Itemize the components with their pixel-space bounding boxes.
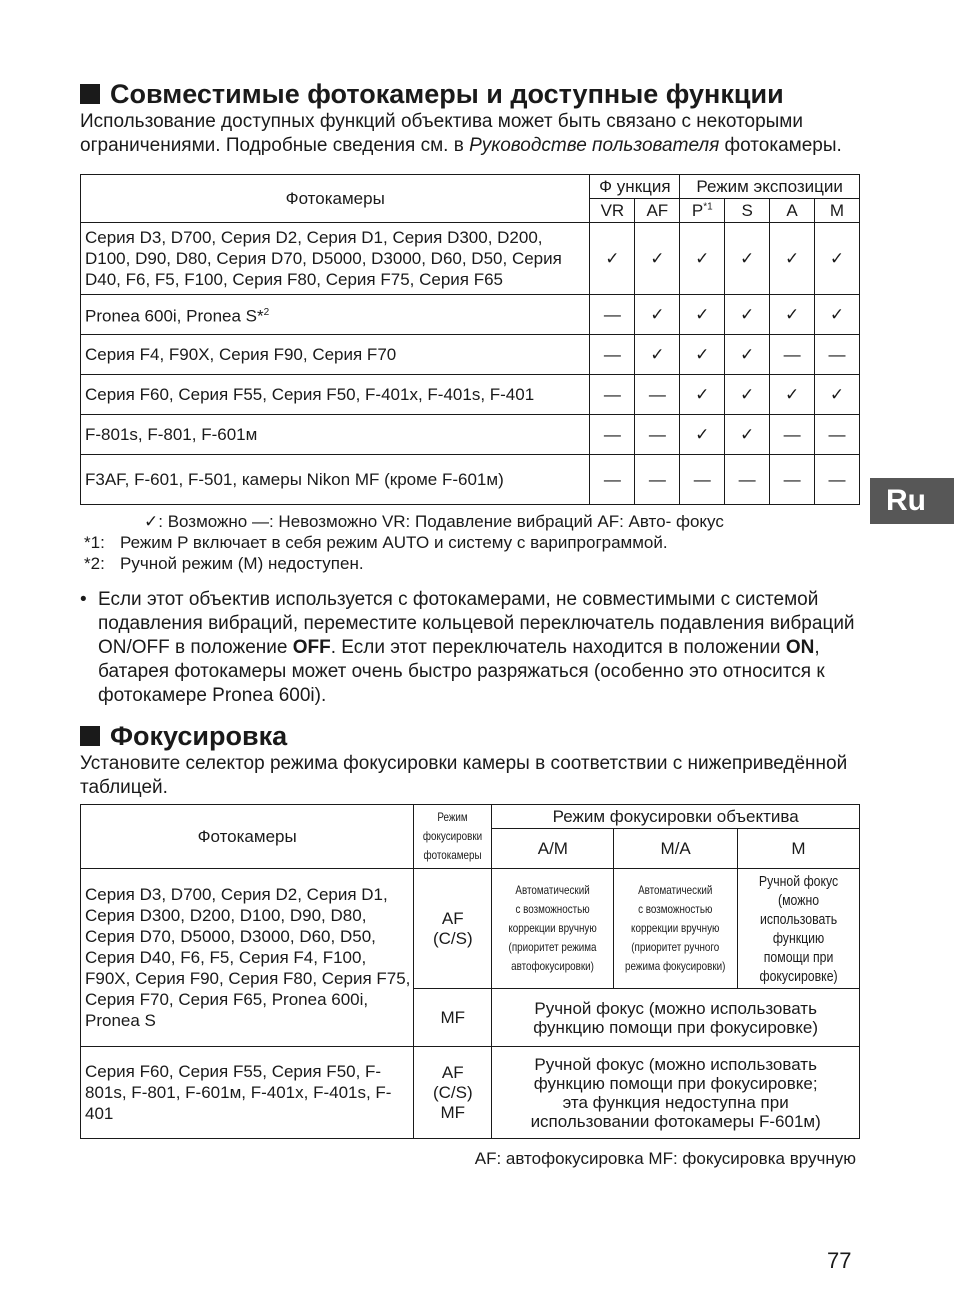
mark-cell: — <box>590 455 635 505</box>
camera-mode-cell: AF (C/S) <box>414 869 492 989</box>
bullet-text: Если этот объектив используется с фотокамерами, не совместимыми с системой подавления вибраций, переместите кольцевой переключатель подавления вибраций ON/OFF в положение OFF. Если этот переключатель находится в положении ON, батарея фотокамеры может очень быстро разряжаться (особенно это относится к фотокамере Pronea 600i). <box>98 589 855 706</box>
camera-focus-mode-header: Режим фокусировки фотокамеры <box>414 805 492 869</box>
col-s: S <box>725 199 770 223</box>
section2-intro: Установите селектор режима фокусировки камеры в соответствии с нижеприведённой таблицей. <box>80 753 848 798</box>
mark-cell: ✓ <box>635 295 680 335</box>
section-heading-compatible-cameras: Совместимые фотокамеры и доступные функции <box>80 78 860 110</box>
mark-cell: — <box>770 335 815 375</box>
mark-cell: ✓ <box>725 223 770 295</box>
col-p: $P^{*1}$ <box>680 199 725 223</box>
col-a: A <box>770 199 815 223</box>
mark-cell: — <box>815 335 860 375</box>
table-row <box>81 455 860 505</box>
mark-cell: ✓ <box>680 223 725 295</box>
camera-cell: F-801s, F-801, F-601м <box>81 415 590 455</box>
language-tab-ru: Ru <box>870 478 954 524</box>
mark-cell: ✓ <box>635 335 680 375</box>
legend-line: ✓: Возможно —: Невозможно VR: Подавление вибраций AF: Авто- фокус <box>144 512 724 531</box>
col-m: M <box>737 829 859 869</box>
camera-cell: Серия D3, D700, Серия D2, Серия D1, Серия D300, D200, D100, D90, D80, Серия D70, D5000, D3000, D60, D50, Серия D40, F6, F5, F100, Серия F80, Серия F75, Серия F65 <box>81 223 590 295</box>
function-header: Ф ункция <box>590 175 680 199</box>
footnote-1: *1: Режим P включает в себя режим AUTO и систему с варипрограммой. <box>84 533 668 552</box>
cameras-header: Фотокамеры <box>81 805 414 869</box>
col-m: M <box>815 199 860 223</box>
mark-cell: — <box>590 295 635 335</box>
mark-cell: — <box>635 415 680 455</box>
col-af: AF <box>635 199 680 223</box>
section-heading-focusing: Фокусировка <box>80 720 860 752</box>
mark-cell: ✓ <box>725 335 770 375</box>
mark-cell: ✓ <box>815 295 860 335</box>
camera-cell: Серия F60, Серия F55, Серия F50, F-801s, F-801, F-601м, F-401x, F-401s, F-401 <box>81 1047 414 1139</box>
page-content <box>80 78 860 1169</box>
mark-cell: ✓ <box>725 295 770 335</box>
mark-cell: — <box>725 455 770 505</box>
col-am: A/M <box>492 829 614 869</box>
mark-cell: ✓ <box>770 375 815 415</box>
mark-cell: — <box>590 415 635 455</box>
mark-cell: ✓ <box>590 223 635 295</box>
m-cell: Ручной фокус (можно использовать функцию помощи при фокусировке) <box>737 869 859 989</box>
camera-cell: Серия D3, D700, Серия D2, Серия D1, Серия D300, D200, D100, D90, D80, Серия D70, D5000, D3000, D60, D50, Серия D40, F6, F5, Серия F4, F100, F90X, Серия F90, Серия F80, Серия F75, Серия F70, Серия F65, Pronea 600i, Pronea S <box>81 869 414 1047</box>
mark-cell: — <box>590 375 635 415</box>
mark-cell: — <box>815 415 860 455</box>
camera-cell: Серия F60, Серия F55, Серия F50, F-401x, F-401s, F-401 <box>81 375 590 415</box>
vr-note-bullet <box>80 588 860 708</box>
mark-cell: ✓ <box>680 335 725 375</box>
camera-mode-cell: AF (C/S) MF <box>414 1047 492 1139</box>
mark-cell: ✓ <box>680 375 725 415</box>
am-cell: Автоматический с возможностью коррекции вручную (приоритет режима автофокусировки) <box>492 869 614 989</box>
table-row <box>81 223 860 295</box>
mark-cell: ✓ <box>725 415 770 455</box>
mark-cell: — <box>590 335 635 375</box>
table-row <box>81 869 860 989</box>
camera-mode-cell: MF <box>414 989 492 1047</box>
mark-cell: — <box>680 455 725 505</box>
bullet-icon: • <box>80 589 87 610</box>
camera-cell: F3AF, F-601, F-501, камеры Nikon MF (кроме F-601м) <box>81 455 590 505</box>
manual-focus-cell: Ручной фокус (можно использовать функцию помощи при фокусировке) <box>492 989 860 1047</box>
table-row <box>81 415 860 455</box>
table-row <box>81 375 860 415</box>
mark-cell: ✓ <box>680 295 725 335</box>
manual-focus-cell: Ручной фокус (можно использовать функцию помощи при фокусировке; эта функция недоступна при использовании фотокамеры F-601м) <box>492 1047 860 1139</box>
page-number: 77 <box>827 1248 852 1273</box>
mark-cell: — <box>770 455 815 505</box>
mark-cell: — <box>635 455 680 505</box>
mark-cell: — <box>815 455 860 505</box>
camera-cell: Серия F4, F90X, Серия F90, Серия F70 <box>81 335 590 375</box>
camera-cell: Pronea 600i, Pronea S*$^2$ <box>81 295 590 335</box>
compatibility-table <box>80 174 860 505</box>
lens-focus-mode-header: Режим фокусировки объектива <box>492 805 860 829</box>
section1-intro: Использование доступных функций объектива может быть связано с некоторыми ограничениями. Подробные сведения см. в Руководстве пользователя фотокамеры. <box>80 111 842 156</box>
focus-legend: AF: автофокусировка MF: фокусировка вручную <box>474 1149 856 1168</box>
mark-cell: ✓ <box>770 223 815 295</box>
table-legend <box>80 511 860 574</box>
exposure-mode-header: Режим экспозиции <box>680 175 860 199</box>
heading-square-icon <box>80 726 100 746</box>
mark-cell: — <box>635 375 680 415</box>
footnote-2: *2: Ручной режим (M) недоступен. <box>84 554 364 573</box>
mark-cell: ✓ <box>680 415 725 455</box>
table-row <box>81 335 860 375</box>
table-row <box>81 1047 860 1139</box>
cameras-header: Фотокамеры <box>81 175 590 223</box>
col-vr: VR <box>590 199 635 223</box>
mark-cell: — <box>770 415 815 455</box>
ma-cell: Автоматический с возможностью коррекции вручную (приоритет ручного режима фокусировки) <box>614 869 737 989</box>
mark-cell: ✓ <box>725 375 770 415</box>
col-ma: M/A <box>614 829 737 869</box>
table-row <box>81 295 860 335</box>
heading-square-icon <box>80 84 100 104</box>
mark-cell: ✓ <box>635 223 680 295</box>
mark-cell: ✓ <box>815 375 860 415</box>
focus-mode-table <box>80 804 860 1139</box>
mark-cell: ✓ <box>770 295 815 335</box>
mark-cell: ✓ <box>815 223 860 295</box>
